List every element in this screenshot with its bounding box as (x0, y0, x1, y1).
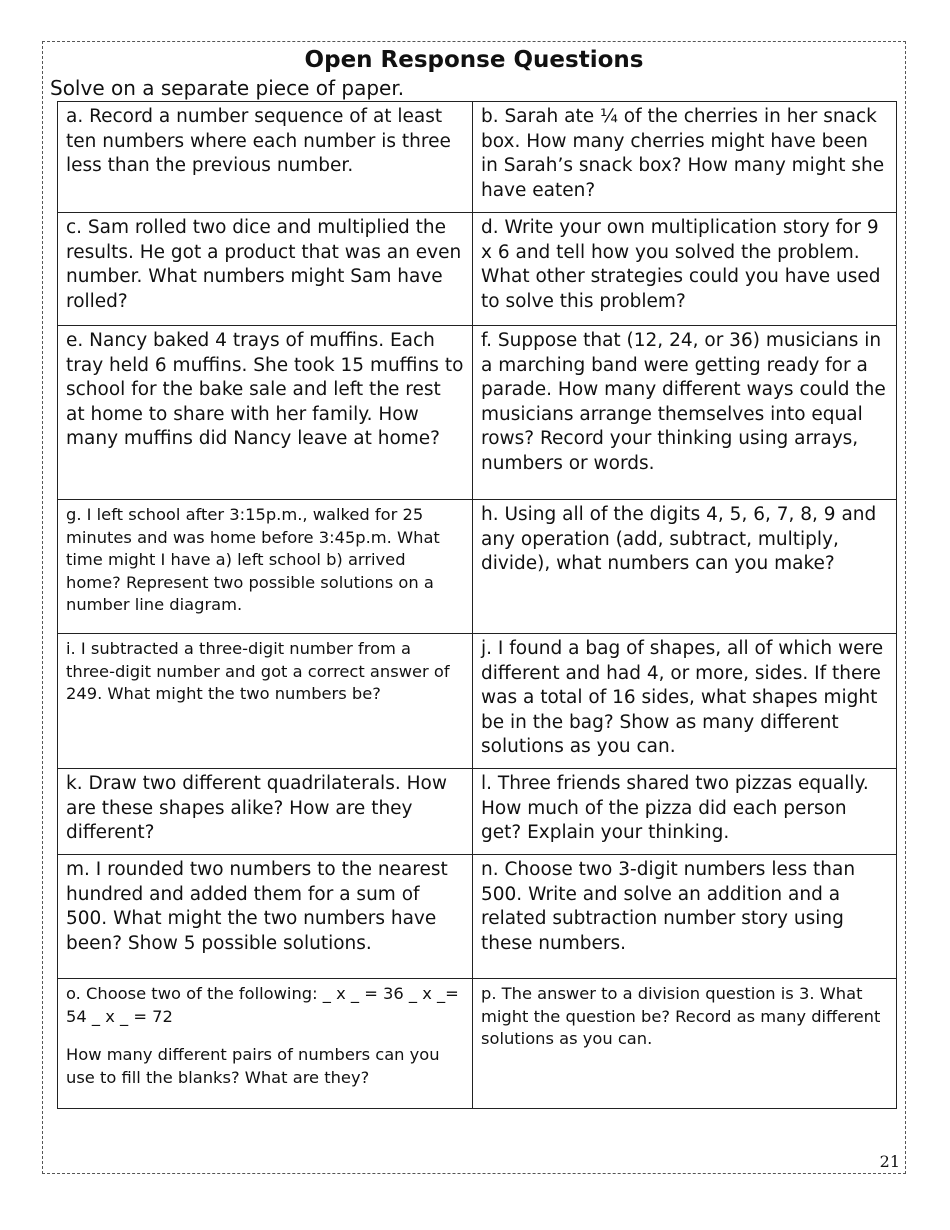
question-i: i. I subtracted a three-digit number from a three-digit number and got a correct answer of 249. What might the two numbers be? (58, 634, 473, 769)
table-row (58, 634, 897, 769)
question-c: c. Sam rolled two dice and multiplied the results. He got a product that was an even number. What numbers might Sam have rolled? (58, 213, 473, 326)
question-d: d. Write your own multiplication story for 9 x 6 and tell how you solved the problem. What other strategies could you have used to solve this problem? (473, 213, 897, 326)
question-l: l. Three friends shared two pizzas equally. How much of the pizza did each person get? Explain your thinking. (473, 769, 897, 855)
instructions: Solve on a separate piece of paper. (50, 76, 405, 100)
question-k: k. Draw two different quadrilaterals. How are these shapes alike? How are they different? (58, 769, 473, 855)
table-row (58, 500, 897, 634)
question-h: h. Using all of the digits 4, 5, 6, 7, 8, 9 and any operation (add, subtract, multiply, divide), what numbers can you make? (473, 500, 897, 634)
question-b: b. Sarah ate ¼ of the cherries in her snack box. How many cherries might have been in Sarah’s snack box? How many might she have eaten? (473, 102, 897, 213)
question-o (58, 979, 473, 1109)
table-row (58, 855, 897, 979)
question-n: n. Choose two 3-digit numbers less than 500. Write and solve an addition and a related subtraction number story using these numbers. (473, 855, 897, 979)
table-row (58, 979, 897, 1109)
table-row (58, 213, 897, 326)
question-m: m. I rounded two numbers to the nearest hundred and added them for a sum of 500. What might the two numbers have been? Show 5 possible solutions. (58, 855, 473, 979)
table-row (58, 102, 897, 213)
question-p: p. The answer to a division question is 3. What might the question be? Record as many different solutions as you can. (473, 979, 897, 1109)
table-row (58, 769, 897, 855)
questions-table (57, 101, 897, 1109)
question-f: f. Suppose that (12, 24, or 36) musicians in a marching band were getting ready for a parade. How many different ways could the musicians arrange themselves into equal rows? Record your thinking using arrays, numbers or words. (473, 326, 897, 500)
question-g: g. I left school after 3:15p.m., walked for 25 minutes and was home before 3:45p.m. What time might I have a) left school b) arrived home? Represent two possible solutions on a number line diagram. (58, 500, 473, 634)
question-a: a. Record a number sequence of at least ten numbers where each number is three less than the previous number. (58, 102, 473, 213)
page-title: Open Response Questions (304, 47, 644, 73)
table-row (58, 326, 897, 500)
page-number: 21 (879, 1152, 900, 1171)
question-e: e. Nancy baked 4 trays of muffins. Each tray held 6 muffins. She took 15 muffins to school for the bake sale and left the rest at home to share with her family. How many muffins did Nancy leave at home? (58, 326, 473, 500)
question-o-line2: How many different pairs of numbers can you use to fill the blanks? What are they? (66, 1045, 440, 1087)
question-j: j. I found a bag of shapes, all of which were different and had 4, or more, sides. If there was a total of 16 sides, what shapes might be in the bag? Show as many different solutions as you can. (473, 634, 897, 769)
question-o-line1: o. Choose two of the following: _ x _ = 36 _ x _= 54 _ x _ = 72 (66, 984, 459, 1026)
